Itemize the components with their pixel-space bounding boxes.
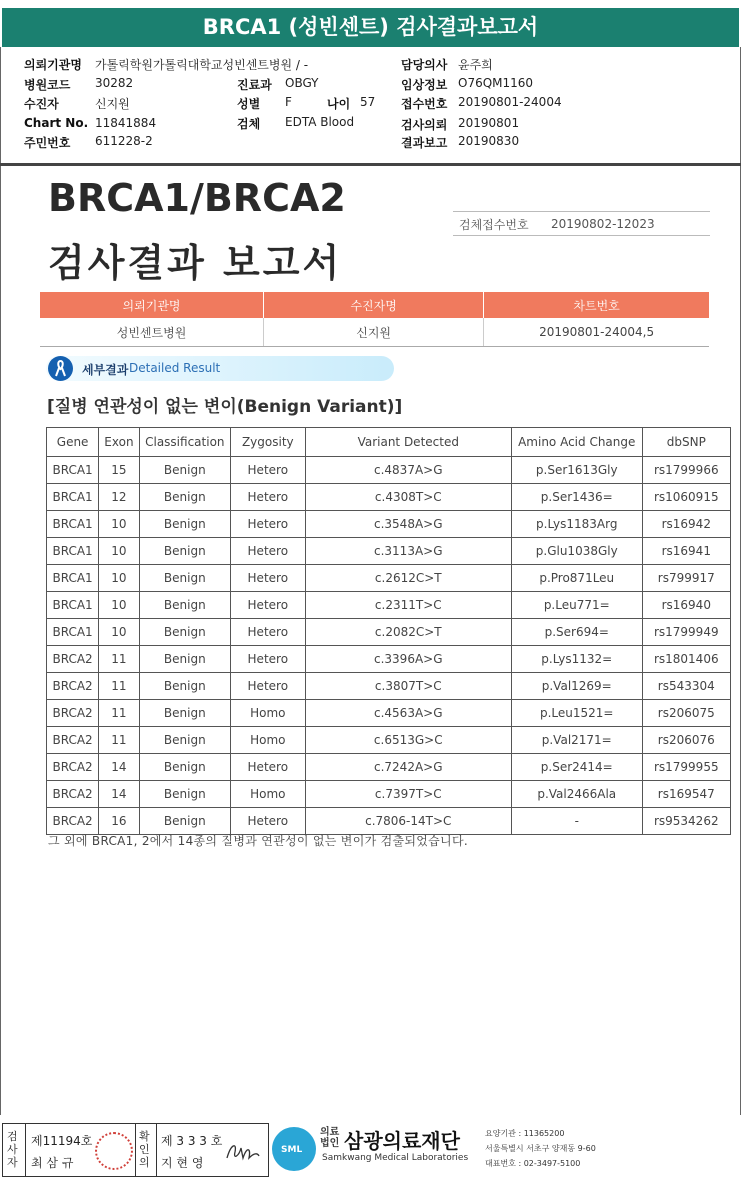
table-cell: BRCA1 xyxy=(47,619,99,646)
table-cell: p.Lys1183Arg xyxy=(511,511,642,538)
inspector-license: 제11194호 xyxy=(31,1134,93,1148)
table-cell: Benign xyxy=(139,646,230,673)
table-cell: p.Ser694= xyxy=(511,619,642,646)
table-cell: Hetero xyxy=(231,754,306,781)
table-cell: 12 xyxy=(99,484,139,511)
table-cell: Hetero xyxy=(231,592,306,619)
table-cell: 16 xyxy=(99,808,139,835)
table-cell: Benign xyxy=(139,673,230,700)
field-label: 주민번호 xyxy=(24,136,71,150)
field-value: 611228-2 xyxy=(95,134,153,148)
table-cell: Benign xyxy=(139,754,230,781)
field-label: 검사의뢰 xyxy=(401,118,448,132)
org-prefix: 의료법인 xyxy=(320,1127,340,1149)
table-cell: rs799917 xyxy=(642,565,730,592)
table-cell: Benign xyxy=(139,565,230,592)
field-value: EDTA Blood xyxy=(285,115,355,129)
table-cell: p.Val2466Ala xyxy=(511,781,642,808)
table-row xyxy=(40,318,709,347)
report-title: BRCA1/BRCA2 xyxy=(48,176,346,220)
table-row xyxy=(47,484,731,511)
table-cell: Benign xyxy=(139,592,230,619)
table-row xyxy=(47,619,731,646)
field-value: OBGY xyxy=(285,76,319,90)
accession-box xyxy=(453,211,710,236)
table-cell: Hetero xyxy=(231,619,306,646)
table-cell: c.3113A>G xyxy=(305,538,511,565)
table-cell: Hetero xyxy=(231,673,306,700)
table-cell: 10 xyxy=(99,511,139,538)
table-cell: c.6513G>C xyxy=(305,727,511,754)
field-label: Chart No. xyxy=(24,116,89,130)
table-cell: c.3548A>G xyxy=(305,511,511,538)
table-header-row xyxy=(47,428,731,457)
ribbon-icon xyxy=(48,356,73,381)
detailed-result-sublabel: Detailed Result xyxy=(129,361,221,375)
table-cell: p.Val2171= xyxy=(511,727,642,754)
table-cell: Benign xyxy=(139,619,230,646)
table-cell: Benign xyxy=(139,808,230,835)
table-cell: BRCA2 xyxy=(47,808,99,835)
table-cell: rs1060915 xyxy=(642,484,730,511)
table-row xyxy=(47,727,731,754)
report-header xyxy=(0,0,741,47)
confirmer-name: 지 현 영 xyxy=(161,1156,204,1170)
table-cell: rs206076 xyxy=(642,727,730,754)
table-row xyxy=(47,565,731,592)
field-value: O76QM1160 xyxy=(458,76,534,90)
table-cell: Benign xyxy=(139,700,230,727)
table-cell: c.4308T>C xyxy=(305,484,511,511)
table-cell: c.3396A>G xyxy=(305,646,511,673)
confirmer-license: 제 3 3 3 호 xyxy=(161,1134,223,1148)
column-header: 수진자명 xyxy=(264,292,484,318)
table-cell: BRCA1 xyxy=(47,565,99,592)
table-cell: p.Ser2414= xyxy=(511,754,642,781)
confirmer-label: 확인의 xyxy=(139,1130,150,1169)
table-row xyxy=(47,700,731,727)
table-cell: BRCA1 xyxy=(47,592,99,619)
table-cell: p.Ser1613Gly xyxy=(511,457,642,484)
table-cell: BRCA2 xyxy=(47,673,99,700)
table-cell: 10 xyxy=(99,592,139,619)
table-row xyxy=(47,673,731,700)
patient-summary-table xyxy=(40,292,709,347)
column-header: Exon xyxy=(99,428,139,457)
table-cell: rs16941 xyxy=(642,538,730,565)
table-cell: 10 xyxy=(99,538,139,565)
table-cell: p.Leu771= xyxy=(511,592,642,619)
field-label: 임상정보 xyxy=(401,78,448,92)
org-phone: 대표번호 : 02-3497-5100 xyxy=(485,1159,581,1168)
table-row xyxy=(47,538,731,565)
field-label: 담당의사 xyxy=(401,58,448,72)
table-cell: Hetero xyxy=(231,646,306,673)
table-cell: BRCA2 xyxy=(47,781,99,808)
left-border xyxy=(0,0,1,1115)
table-cell: p.Pro871Leu xyxy=(511,565,642,592)
report-header-title: BRCA1 (성빈센트) 검사결과보고서 xyxy=(202,15,539,39)
table-cell: Benign xyxy=(139,484,230,511)
result-note: 그 외에 BRCA1, 2에서 14종의 질병과 연관성이 없는 변이가 검출되었습니다. xyxy=(48,834,468,848)
field-value: 신지원 xyxy=(95,97,130,111)
field-label: 병원코드 xyxy=(24,78,71,92)
field-label: 성별 xyxy=(237,97,261,111)
table-cell: p.Lys1132= xyxy=(511,646,642,673)
table-cell: - xyxy=(511,808,642,835)
field-value: 가톨릭학원가톨릭대학교성빈센트병원 / - xyxy=(95,58,309,72)
table-cell: BRCA1 xyxy=(47,511,99,538)
table-cell: Homo xyxy=(231,781,306,808)
table-cell: 11 xyxy=(99,700,139,727)
table-cell: c.4563A>G xyxy=(305,700,511,727)
detailed-result-label: 세부결과 xyxy=(82,363,129,377)
field-value: 20190830 xyxy=(458,134,520,148)
table-cell: Homo xyxy=(231,700,306,727)
table-cell: rs543304 xyxy=(642,673,730,700)
table-cell: 11 xyxy=(99,673,139,700)
field-value: 11841884 xyxy=(95,116,157,130)
table-cell: BRCA2 xyxy=(47,700,99,727)
inspector-label: 검사자 xyxy=(7,1130,18,1169)
table-cell: c.7806-14T>C xyxy=(305,808,511,835)
table-cell: BRCA1 xyxy=(47,457,99,484)
seal-stamp xyxy=(95,1132,133,1170)
table-cell: rs1801406 xyxy=(642,646,730,673)
field-label: 검체 xyxy=(237,117,261,131)
table-cell: BRCA2 xyxy=(47,646,99,673)
accession-label: 검체접수번호 xyxy=(459,218,529,232)
column-header: Variant Detected xyxy=(305,428,511,457)
divider xyxy=(25,1124,26,1176)
org-english-name: Samkwang Medical Laboratories xyxy=(322,1153,469,1163)
field-value: 20190801-24004 xyxy=(458,95,562,109)
table-cell: rs16942 xyxy=(642,511,730,538)
table-cell: 14 xyxy=(99,781,139,808)
table-row xyxy=(47,457,731,484)
section-title: [질병 연관성이 없는 변이(Benign Variant)] xyxy=(47,397,403,417)
table-row xyxy=(47,511,731,538)
table-cell: rs169547 xyxy=(642,781,730,808)
accession-value: 20190802-12023 xyxy=(551,217,655,231)
table-cell: 14 xyxy=(99,754,139,781)
divider xyxy=(156,1124,157,1176)
table-cell: p.Glu1038Gly xyxy=(511,538,642,565)
field-value: 30282 xyxy=(95,76,134,90)
report-footer xyxy=(0,1115,741,1188)
table-cell: 11 xyxy=(99,727,139,754)
table-cell: rs1799966 xyxy=(642,457,730,484)
table-cell: Hetero xyxy=(231,457,306,484)
table-cell: rs1799955 xyxy=(642,754,730,781)
column-header: Classification xyxy=(139,428,230,457)
org-address: 서울특별시 서초구 양재동 9-60 xyxy=(485,1144,596,1153)
field-label: 결과보고 xyxy=(401,136,448,150)
table-cell: Benign xyxy=(139,538,230,565)
field-label: 접수번호 xyxy=(401,97,448,111)
table-cell: p.Val1269= xyxy=(511,673,642,700)
report-subtitle: 검사결과 보고서 xyxy=(48,241,343,285)
column-header: 의뢰기관명 xyxy=(40,292,264,318)
table-cell: BRCA2 xyxy=(47,754,99,781)
variant-table xyxy=(46,427,731,835)
table-cell: 성빈센트병원 xyxy=(40,318,264,347)
field-label: 수진자 xyxy=(24,97,59,111)
table-cell: 10 xyxy=(99,619,139,646)
table-cell: c.3807T>C xyxy=(305,673,511,700)
table-row xyxy=(47,781,731,808)
table-cell: c.4837A>G xyxy=(305,457,511,484)
table-cell: c.7242A>G xyxy=(305,754,511,781)
table-cell: Hetero xyxy=(231,511,306,538)
detailed-result-banner xyxy=(46,356,394,381)
column-header: Zygosity xyxy=(231,428,306,457)
signature xyxy=(223,1136,263,1166)
table-cell: Hetero xyxy=(231,538,306,565)
field-value: 20190801 xyxy=(458,116,520,130)
signature-box xyxy=(2,1123,269,1177)
column-header: Amino Acid Change xyxy=(511,428,642,457)
table-cell: BRCA1 xyxy=(47,538,99,565)
table-cell: c.2311T>C xyxy=(305,592,511,619)
table-cell: 10 xyxy=(99,565,139,592)
table-header-row xyxy=(40,292,709,318)
org-code: 요양기관 : 11365200 xyxy=(485,1129,565,1138)
table-cell: rs1799949 xyxy=(642,619,730,646)
field-label: 나이 xyxy=(327,97,351,111)
table-cell: Homo xyxy=(231,727,306,754)
column-header: 차트번호 xyxy=(484,292,709,318)
table-row xyxy=(47,808,731,835)
org-name: 삼광의료재단 xyxy=(344,1129,460,1153)
table-cell: BRCA2 xyxy=(47,727,99,754)
table-cell: 20190801-24004,5 xyxy=(484,318,709,347)
field-value: 57 xyxy=(360,95,376,109)
table-cell: Hetero xyxy=(231,565,306,592)
header-divider xyxy=(0,163,741,166)
table-cell: p.Ser1436= xyxy=(511,484,642,511)
field-label: 의뢰기관명 xyxy=(24,58,82,72)
table-cell: 신지원 xyxy=(264,318,484,347)
field-value: F xyxy=(285,95,292,109)
table-cell: rs9534262 xyxy=(642,808,730,835)
table-cell: Benign xyxy=(139,727,230,754)
field-value: 윤주희 xyxy=(458,58,493,72)
table-row xyxy=(47,754,731,781)
table-cell: Benign xyxy=(139,511,230,538)
table-cell: p.Leu1521= xyxy=(511,700,642,727)
table-cell: c.7397T>C xyxy=(305,781,511,808)
table-cell: Benign xyxy=(139,457,230,484)
table-cell: c.2082C>T xyxy=(305,619,511,646)
table-cell: Hetero xyxy=(231,808,306,835)
table-cell: BRCA1 xyxy=(47,484,99,511)
column-header: Gene xyxy=(47,428,99,457)
inspector-name: 최 삼 규 xyxy=(31,1156,74,1170)
table-cell: Hetero xyxy=(231,484,306,511)
table-cell: c.2612C>T xyxy=(305,565,511,592)
table-row xyxy=(47,592,731,619)
table-cell: rs16940 xyxy=(642,592,730,619)
sml-logo-text: SML xyxy=(281,1145,303,1155)
table-cell: 11 xyxy=(99,646,139,673)
field-label: 진료과 xyxy=(237,78,272,92)
table-row xyxy=(47,646,731,673)
divider xyxy=(135,1124,136,1176)
table-cell: 15 xyxy=(99,457,139,484)
table-cell: Benign xyxy=(139,781,230,808)
column-header: dbSNP xyxy=(642,428,730,457)
table-cell: rs206075 xyxy=(642,700,730,727)
